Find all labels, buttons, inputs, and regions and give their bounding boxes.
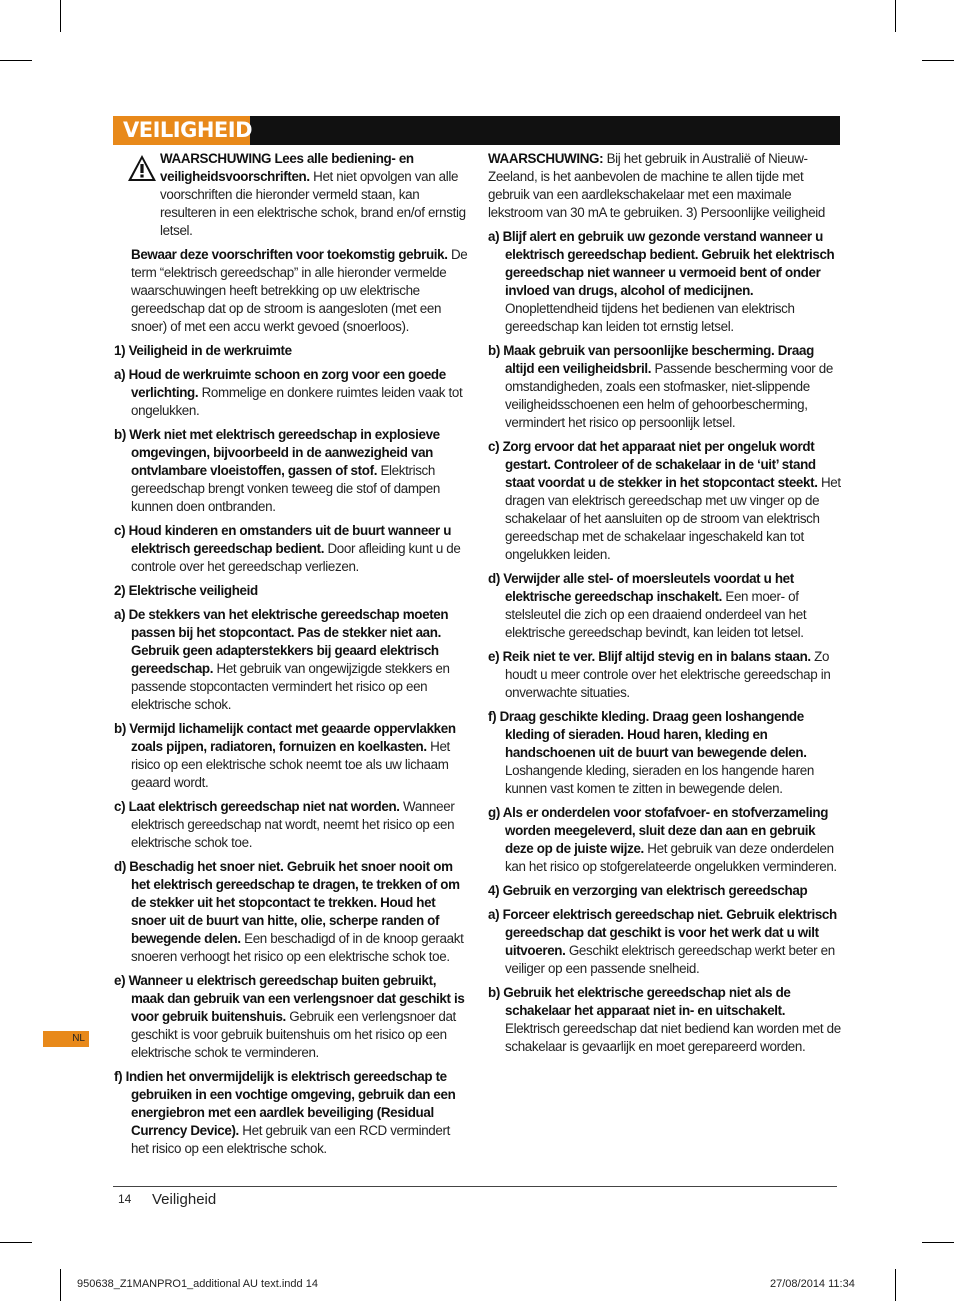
section-heading-work-area: 1) Veiligheid in de werkruimte: [114, 343, 292, 358]
item-heading: d) Verwijder alle stel- of moersleutels voordat u het elektrische gereedschap inschakelt.: [488, 571, 794, 604]
list-item: [488, 570, 842, 642]
item-text: Geschikt elektrisch gereedschap werkt beter en veiliger op een passende snelheid.: [505, 943, 835, 976]
list-item: [114, 522, 468, 576]
list-item: [114, 972, 468, 1062]
list-item: [114, 366, 468, 420]
item-heading: b) Werk niet met elektrisch gereedschap in explosieve omgevingen, bijvoorbeeld in de aanwezigheid van ontvlambare vloeistoffen, gassen of stof.: [114, 427, 440, 478]
item-heading: c) Laat elektrisch gereedschap niet nat worden.: [114, 799, 400, 814]
item-text: Een beschadigd of in de knoop geraakt snoeren verhoogt het risico op een elektrische schok toe.: [131, 931, 464, 964]
list-item: [488, 984, 842, 1056]
crop-mark: [922, 60, 954, 61]
left-column: [114, 150, 468, 1164]
warning-text: Het niet opvolgen van alle voorschriften die hieronder vermeld staan, kan resulteren in een elektrische schok, brand en/of ernstig letsel.: [160, 169, 466, 238]
item-text: Zo houdt u meer controle over het elektrische gereedschap in onverwachte situaties.: [505, 649, 831, 700]
keep-heading: Bewaar deze voorschriften voor toekomstig gebruik.: [131, 247, 448, 262]
item-text: Het risico op een elektrische schok neemt toe als uw lichaam geaard wordt.: [131, 739, 450, 790]
item-text: Passende bescherming voor de omstandigheden, zoals een stofmasker, niet-slippende veiligheidsschoenen een helm of gehoorbescherming, vermindert het risico op persoonlijk letsel.: [505, 361, 833, 430]
item-heading: c) Zorg ervoor dat het apparaat niet per ongeluk wordt gestart. Controleer of de schakelaar in de ‘uit’ stand staat voordat u de stekker in het stopcontact steekt.: [488, 439, 818, 490]
item-text: Gebruik een verlengsnoer dat geschikt is voor gebruik buitenshuis om het risico op een elektrische schok te verminderen.: [131, 1009, 456, 1060]
item-heading: e) Wanneer u elektrisch gereedschap buiten gebruikt, maak dan gebruik van een verlengsnoer dat geschikt is voor gebruik buitenshuis.: [114, 973, 465, 1024]
list-item: [114, 606, 468, 714]
right-column: [488, 150, 842, 1062]
list-item: [114, 720, 468, 792]
crop-mark: [895, 1269, 896, 1301]
page-number: 14: [118, 1192, 132, 1206]
item-text: Rommelige en donkere ruimtes leiden vaak tot ongelukken.: [131, 385, 463, 418]
warning-triangle-icon: [127, 154, 157, 182]
language-tab-label: NL: [72, 1033, 85, 1044]
item-text: Wanneer elektrisch gereedschap nat wordt, neemt het risico op een elektrische schok toe.: [131, 799, 455, 850]
item-heading: g) Als er onderdelen voor stofafvoer- en stofverzameling worden meegeleverd, sluit deze dan aan en gebruik deze op de juiste wijze.: [488, 805, 829, 856]
item-heading: b) Vermijd lichamelijk contact met geaarde oppervlakken zoals pijpen, radiatoren, fornuizen en koelkasten.: [114, 721, 456, 754]
list-item: [488, 228, 842, 336]
list-item: [114, 426, 468, 516]
footer-divider: [113, 1186, 837, 1187]
section-heading-tool-use: 4) Gebruik en verzorging van elektrisch gereedschap: [488, 883, 808, 898]
au-warning-text: Bij het gebruik in Australië of Nieuw-Zeeland, is het aanbevolen de machine te allen tijde met gebruik van een aardlekschakelaar met een maximale lekstroom van 30 mA te gebruiken. 3) Persoonlijke veiligheid: [488, 151, 826, 220]
item-text: Onoplettendheid tijdens het bedienen van elektrisch gereedschap kan leiden tot ernstig letsel.: [505, 301, 795, 334]
crop-mark: [922, 1242, 954, 1243]
page-title: VEILIGHEID: [123, 118, 253, 142]
item-text: Het gebruik van deze onderdelen kan het risico op stofgerelateerde ongelukken verminderen.: [505, 841, 837, 874]
item-heading: a) De stekkers van het elektrische gereedschap moeten passen bij het stopcontact. Pas de stekker niet aan. Gebruik geen adapterstekkers bij geaard elektrisch gereedschap.: [114, 607, 449, 676]
item-text: Elektrisch gereedschap brengt vonken teweeg die stof of dampen kunnen doen ontbranden.: [131, 463, 440, 514]
item-heading: f) Indien het onvermijdelijk is elektrisch gereedschap te gebruiken in een vochtige omgeving, gebruik dan een energiebron met een aardlek beveiliging (Residual Currency Device).: [114, 1069, 456, 1138]
item-text: Een moer- of stelsleutel die zich op een draaiend onderdeel van het elektrische gereedschap bevindt, kan leiden tot letsel.: [505, 589, 807, 640]
item-heading: e) Reik niet te ver. Blijf altijd stevig en in balans staan.: [488, 649, 811, 664]
crop-mark: [60, 1269, 61, 1301]
slug-date: 27/08/2014 11:34: [770, 1278, 855, 1290]
keep-text: De term “elektrisch gereedschap” in alle hieronder vermelde waarschuwingen heeft betrekking op uw elektrische gereedschap dat op de stroom is aangesloten (met een snoer) of met een accu werkt gevoed (snoerloos).: [131, 247, 468, 334]
keep-instructions: [114, 246, 468, 336]
section-header: [113, 116, 840, 145]
list-item: [488, 906, 842, 978]
list-item: [488, 342, 842, 432]
item-heading: c) Houd kinderen en omstanders uit de buurt wanneer u elektrisch gereedschap bedient.: [114, 523, 452, 556]
slug-file-info: 950638_Z1MANPRO1_additional AU text.indd 14: [77, 1278, 318, 1290]
item-text: Het gebruik van ongewijzigde stekkers en passende stopcontacten vermindert het risico op een elektrische schok.: [131, 661, 450, 712]
list-item: [488, 708, 842, 798]
item-heading: a) Forceer elektrisch gereedschap niet. Gebruik elektrisch gereedschap dat geschikt is voor het werk dat u wilt uitvoeren.: [488, 907, 837, 958]
item-heading: d) Beschadig het snoer niet. Gebruik het snoer nooit om het elektrisch gereedschap te dragen, te trekken of om de stekker uit het stopcontact te trekken. Houd het snoer uit de buurt van hitte, olie, scherpe randen of bewegende delen.: [114, 859, 460, 946]
au-warning-heading: WAARSCHUWING:: [488, 151, 604, 166]
list-item: [488, 648, 842, 702]
item-text: Door afleiding kunt u de controle over het gereedschap verliezen.: [131, 541, 461, 574]
list-item: [488, 804, 842, 876]
list-item: [114, 858, 468, 966]
item-heading: b) Gebruik het elektrische gereedschap niet als de schakelaar het apparaat niet in- en uitschakelt.: [488, 985, 791, 1018]
item-text: Het dragen van elektrisch gereedschap met uw vinger op de schakelaar of het aansluiten op de stroom van elektrisch gereedschap met de schakelaar ingeschakeld kan tot ongelukken leiden.: [505, 475, 841, 562]
crop-mark: [895, 0, 896, 32]
item-heading: a) Houd de werkruimte schoon en zorg voor een goede verlichting.: [114, 367, 446, 400]
general-warning: [114, 150, 468, 240]
crop-mark: [60, 0, 61, 32]
item-text: Het gebruik van een RCD vermindert het risico op een elektrische schok.: [131, 1123, 450, 1156]
item-text: Elektrisch gereedschap dat niet bediend kan worden met de schakelaar is gevaarlijk en moet gerepareerd worden.: [505, 1021, 841, 1054]
crop-mark: [0, 60, 32, 61]
section-heading-electrical: 2) Elektrische veiligheid: [114, 583, 258, 598]
page-section-label: Veiligheid: [152, 1191, 217, 1208]
language-tab: [43, 1031, 89, 1047]
item-heading: b) Maak gebruik van persoonlijke bescherming. Draag altijd een veiligheidsbril.: [488, 343, 814, 376]
list-item: [114, 798, 468, 852]
au-warning: [488, 150, 842, 222]
item-text: Loshangende kleding, sieraden en los hangende haren kunnen vast komen te zitten in bewegende delen.: [505, 763, 814, 796]
item-heading: a) Blijf alert en gebruik uw gezonde verstand wanneer u elektrisch gereedschap bedient. Gebruik het elektrisch gereedschap niet wanneer u vermoeid bent of onder invloed van drugs, alcohol of medicijnen.: [488, 229, 835, 298]
warning-heading: WAARSCHUWING Lees alle bediening- en veiligheidsvoorschriften.: [160, 151, 414, 184]
item-heading: f) Draag geschikte kleding. Draag geen loshangende kleding of sieraden. Houd haren, kleding en handschoenen uit de buurt van bewegende delen.: [488, 709, 807, 760]
list-item: [114, 1068, 468, 1158]
list-item: [488, 438, 842, 564]
crop-mark: [0, 1242, 32, 1243]
